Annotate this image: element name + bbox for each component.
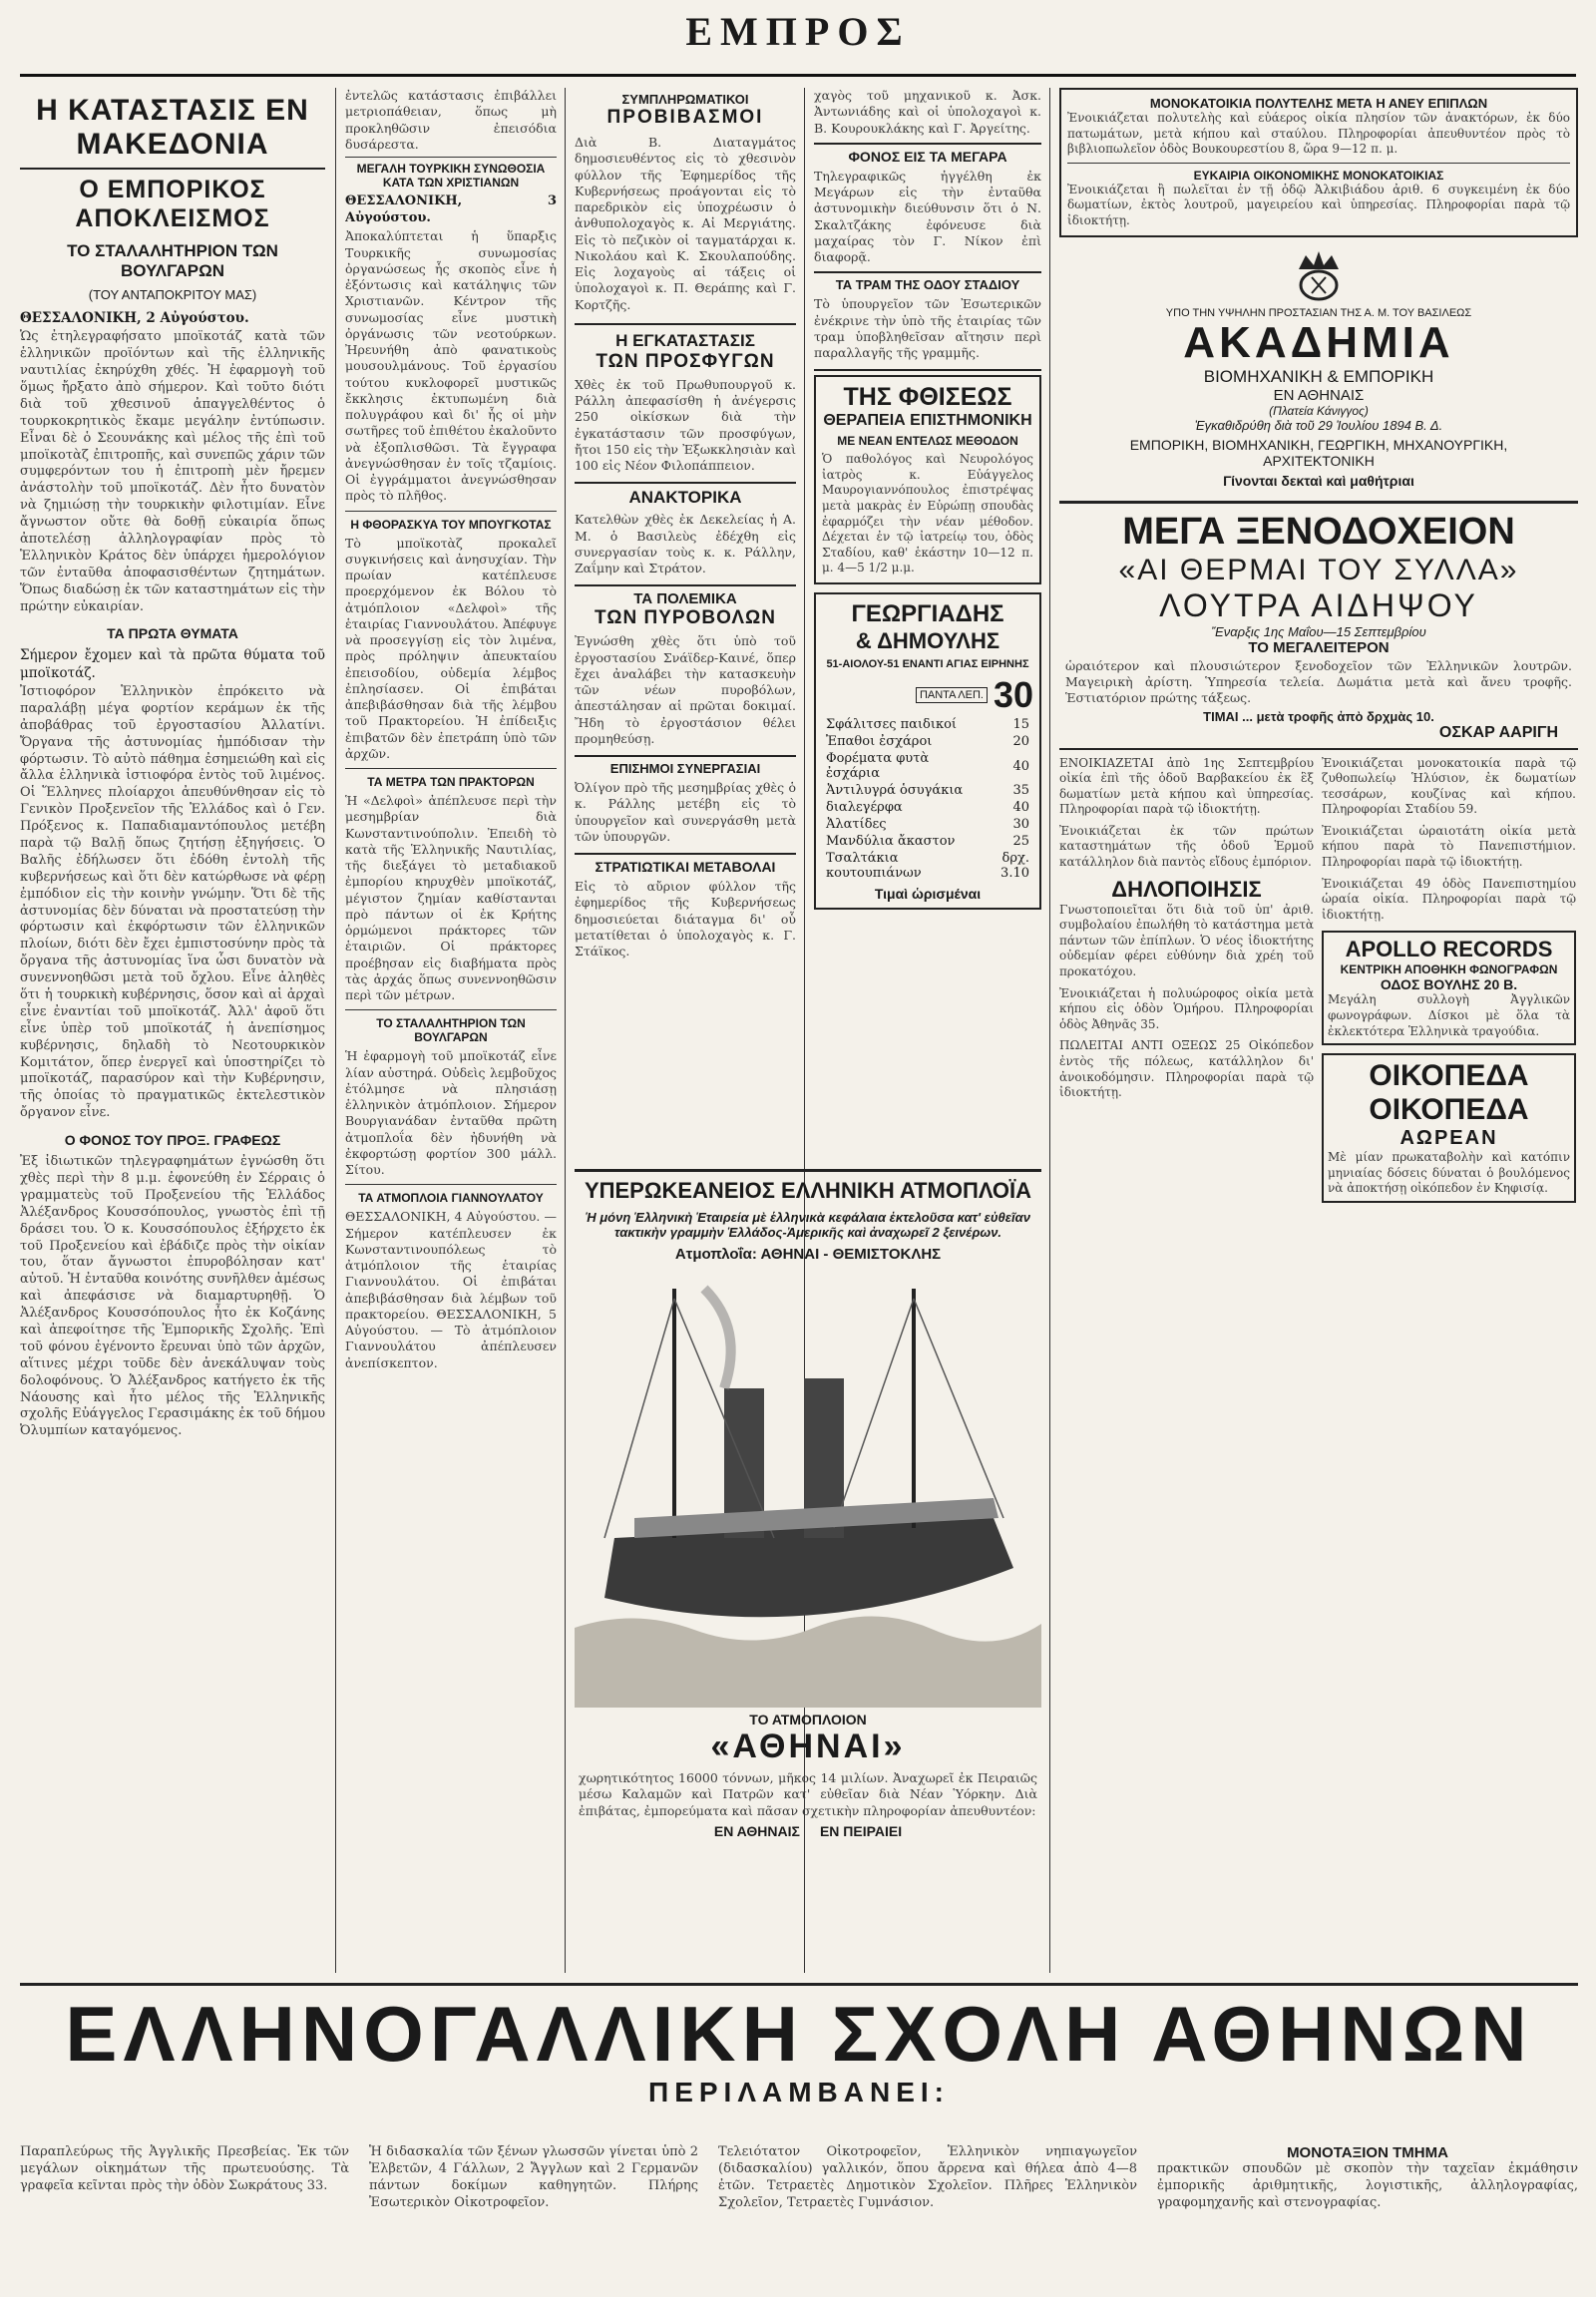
ad-body: Ὁ παθολόγος καὶ Νευρολόγος ἰατρὸς κ. Εὐάγγελος Μαυρογιαννόπουλος ἐπιστρέψας μετὰ μακρὰς ἐν Εὐρώπῃ σπουδὰς ἐφαρμόζει τὴν νέαν μέθοδον. Δέχεται ἐν τῷ ἰατρείῳ του, ὁδὸς Σταδίου, καθ' ἑκάστην 10—12 π. μ. 4—5 1/2 μ.μ.	[822, 452, 1033, 575]
bottom-rule	[20, 1983, 1578, 1986]
rule	[20, 168, 325, 170]
advertisement-house	[1059, 88, 1578, 237]
item-price: 35	[1012, 783, 1029, 798]
section-title: ΤΑ ΤΡΑΜ ΤΗΣ ΟΔΟΥ ΣΤΑΔΙΟΥ	[835, 277, 1020, 293]
ship-details: χωρητικότητος 16000 τόννων, μῆκος 14 μιλίων. Ἀναχωρεῖ ἐκ Πειραιῶς μέσω Καλαμῶν καὶ Πατρῶν κατ' εὐθεῖαν διὰ Νέαν Ὑόρκην. Διὰ ἐπιβάτας, ἐμπορεύματα καὶ πᾶσαν σχετικὴν πληροφορίαν ἀπευθυντέον:	[579, 1770, 1037, 1818]
section-title: Η ΕΓΚΑΤΑΣΤΑΣΙΣ	[615, 330, 755, 350]
advertisement-apollo	[1322, 931, 1576, 1045]
article-continuation: ἐντελῶς κατάστασις ἐπιβάλλει μετριοπάθειαν, ὅπως μὴ προκληθῶσιν ἐπεισόδια δυσάρεστα.	[345, 88, 557, 152]
price-row	[822, 733, 1033, 750]
steamship-illustration	[575, 1269, 1041, 1708]
ad-title: & ΔΗΜΟΥΛΗΣ	[855, 628, 1000, 653]
classifieds-right	[1322, 756, 1576, 1204]
academy-name: ΑΚΑΔΗΜΙΑ	[1183, 317, 1454, 367]
crown-crest-icon	[1284, 247, 1354, 303]
ad-banner: ΥΠΕΡΩΚΕΑΝΕΙΟΣ ΕΛΛΗΝΙΚΗ ΑΤΜΟΠΛΟΪΑ	[584, 1178, 1032, 1203]
item-name: διαλεγέρφα	[826, 800, 903, 815]
section-title: ΤΑ ΠΟΛΕΜΙΚΑ	[633, 590, 737, 608]
hotel-season: Ἔναρξις 1ης Μαΐου—15 Σεπτεμβρίου	[1211, 623, 1426, 639]
ad-body: Ἐνοικιάζεται ἢ πωλεῖται ἐν τῇ ὁδῷ Ἀλκιβιάδου ἀριθ. 6 συγκειμένη ἐκ δύο δωματίων, ἐκτὸς λουτροῦ, μαγειρείου καὶ ὑπηρεσίας. Πληροφορίαι παρὰ τῷ ἰδιοκτήτῃ.	[1067, 182, 1570, 227]
classified: Ἐνοικιάζεται μονοκατοικία παρὰ τῷ ζυθοπωλείῳ Ἡλύσιον, ἐκ δωματίων τεσσάρων, κουζίνας καὶ κήπου. Πληροφορίαι Σταδίου 59.	[1322, 755, 1576, 817]
article-body: Ἡ ἐφαρμογὴ τοῦ μποϊκοτάζ εἶνε λίαν αὐστηρά. Οὐδεὶς λεμβοῦχος ἐτόλμησε νὰ πλησιάσῃ ἑλληνικὸν ἀτμόπλοιον. Σήμερον Βουργιανάδαν ἐνταῦθα πρῶτη ἀτμοπλοΐα δὲν ἠδυνήθη νὰ ἐκφορτώσῃ φορτίον 300 μάλλ. Σίτου.	[345, 1048, 557, 1177]
article-body: Τὸ μποϊκοτὰζ προκαλεῖ συγκινήσεις καὶ ἀνησυχίαν. Τὴν πρωίαν κατέπλευσε προερχόμενον ἐκ Βόλου τὸ ἀτμόπλοιον «Δελφοὶ» τῆς ἑταιρίας Γιαννουλάτου. Ἀπέφυγε νὰ προσεγγίσῃ εἰς τὸν λιμένα, πρὸς πρόληψιν ἀπευκταίου ἐπεισοδίου, οὐδεμία λέμβος ἐπλησίασεν. Οἱ ἐπιβάται ἀπεβιβάσθησαν διὰ τῆς λέμβου τοῦ Πρακτορείου. Ἡ ἐπίδειξις ἐπιβατῶν δὲν ἐπετράπη ὑπὸ τῶν ἀρχῶν.	[345, 535, 557, 761]
article-body: ΘΕΣΣΑΛΟΝΙΚΗ, 4 Αὐγούστου. — Σήμερον κατέπλευσεν ἐκ Κωνσταντινουπόλεως τὸ ἀτμόπλοιον τῆς ἑταιρίας Γιαννουλάτου. Οἱ ἐπιβάται ἀπεβιβάσθησαν διὰ λέμβων τοῦ πρακτορείου. ΘΕΣΣΑΛΟΝΙΚΗ, 5 Αὐγούστου. — Τὸ ἀτμόπλοιον Γιαννουλάτου ἀπέπλευσεν ἀνεπίσκεπτον.	[345, 1209, 557, 1370]
byline: (ΤΟΥ ΑΝΤΑΠΟΚΡΙΤΟΥ ΜΑΣ)	[88, 287, 257, 302]
ad-body: Μεγάλη συλλογὴ Ἀγγλικῶν φωνογράφων. Δίσκοι μὲ ὅλα τὰ ἐκλεκτότερα Ἑλληνικὰ τραγούδια.	[1328, 992, 1570, 1038]
section-title: Η ΦΘΟΡΑΣΚΥΑ ΤΟΥ ΜΠΟΥΓΚΟΤΑΣ	[350, 517, 552, 532]
dateline: ΘΕΣΣΑΛΟΝΙΚΗ, 3 Αὐγούστου.	[345, 193, 557, 225]
article-body: Χθὲς ἐκ τοῦ Πρωθυπουργοῦ κ. Ράλλη ἀπεφασίσθη ἡ ἀνέγερσις 250 οἰκίσκων διὰ τὴν ἐγκατάστασιν τῶν προσφύγων, ἤτοι 150 εἰς τὴν Ἐξωκκλησιὰν καὶ 100 εἰς Νέον Φιλοπάππειον.	[575, 376, 796, 473]
item-price: 20	[1012, 734, 1029, 749]
hotel-director: ΟΣΚΑΡ ΑΑΡΙΓΗ	[1438, 723, 1558, 741]
hotel-prices: ΤΙΜΑΙ ... μετὰ τροφῆς ἀπὸ δρχμὰς 10.	[1203, 708, 1434, 724]
article-body: Εἰς τὸ αὔριον φύλλον τῆς ἐφημερίδος τῆς Κυβερνήσεως δημοσιεύεται διάταγμα δι' οὗ μετατίθεται ὁ ὑπολοχαγὸς κ. Γ. Στάϊκος.	[575, 879, 796, 958]
item-price: 25	[1012, 834, 1029, 849]
ad-address: 51-ΑΙΟΛΟΥ-51 ΕΝΑΝΤΙ ΑΓΙΑΣ ΕΙΡΗΝΗΣ	[826, 658, 1029, 670]
item-price: 30	[1012, 817, 1029, 832]
crest	[1059, 247, 1578, 307]
newspaper-name: ΕΜΠΡΟΣ	[685, 9, 911, 54]
section-title: ΤΑ ΠΡΩΤΑ ΘΥΜΑΤΑ	[107, 625, 238, 642]
column-5	[1059, 88, 1578, 1973]
ad-title: APOLLO RECORDS	[1345, 937, 1553, 962]
masthead	[0, 0, 1596, 70]
ad-title: ΓΕΩΡΓΙΑΔΗΣ	[851, 600, 1004, 627]
price-row	[822, 750, 1033, 782]
declaration-title: ΔΗΛΟΠΟΙΗΣΙΣ	[1111, 876, 1262, 902]
section-title-large: ΠΡΟΒΙΒΑΣΜΟΙ	[606, 107, 764, 128]
item-name: Τσαλτάκια κουτουπιάνων	[826, 851, 922, 881]
section-title: ΣΤΡΑΤΙΩΤΙΚΑΙ ΜΕΤΑΒΟΛΑΙ	[595, 859, 776, 875]
ad-body: Μὲ μίαν πρωκαταβολὴν καὶ κατόπιν μηνιαίας δόσεις δύναται ὁ βουλόμενος νὰ ἀποκτήσῃ οἰκόπεδον ἐν Κηφισίᾳ.	[1328, 1150, 1570, 1196]
price-row	[822, 816, 1033, 833]
subheadline: ΤΟ ΣΤΑΛΑΛΗΤΗΡΙΟΝ ΤΩΝ ΒΟΥΛΓΑΡΩΝ	[67, 241, 278, 280]
classifieds-left	[1059, 756, 1314, 1204]
section-title: ΤΟ ΣΤΑΛΑΛΗΤΗΡΙΟΝ ΤΩΝ ΒΟΥΛΓΑΡΩΝ	[376, 1016, 526, 1045]
hotel-name: «ΑΙ ΘΕΡΜΑΙ ΤΟΥ ΣΥΛΛΑ»	[1118, 553, 1519, 586]
column-3	[575, 88, 796, 1145]
section-title-large: ΤΩΝ ΠΥΡΟΒΟΛΩΝ	[595, 607, 776, 629]
hotel-baths: ΛΟΥΤΡΑ ΑΙΔΗΨΟΥ	[1159, 586, 1478, 623]
ad-title: ΜΟΝΟΚΑΤΟΙΚΙΑ ΠΟΛΥΤΕΛΗΣ ΜΕΤΑ Η ΑΝΕΥ ΕΠΙΠΛΩΝ	[1149, 96, 1488, 111]
school-banner	[20, 1990, 1578, 2108]
school-col-4	[1157, 2144, 1578, 2212]
column-2	[345, 88, 557, 1963]
section-subtitle: ΚΑΤΑ ΤΩΝ ΧΡΙΣΤΙΑΝΩΝ	[382, 176, 520, 190]
article-body: Ἀποκαλύπτεται ἡ ὕπαρξις Τουρκικῆς συνωμοσίας ὀργανώσεως ἧς σκοπὸς εἶνε ἡ ἐξόντωσις καὶ κατάληψις τῶν Χριστιανῶν. Κέντρον τῆς συνωμοσίας εἶνε μυστικὴ ὀργάνωσις τῶν νεοτούρκων. Ἠρευνήθη ἀπὸ φανατικοὺς μουσουλμάνους. Τοῦ ἐργασίου τούτου κυκλοφορεῖ μυστικῶς ἔκκλησις ἐκτυπωμένη διὰ πολυγράφου καὶ δι' ἧς οἱ μὴν σωτῆρες τοῦ ἐπιθέτου ἐκαλοῦντο νὰ ἐξοπλισθῶσι. Τὰ ἔγγραφα ἀνεγνώσθησαν ἐν τοῖς τζαμίοις. Οἱ ἐγγράμματοι ἀνεγνώσθησαν πρὸς τὸ πλῆθος.	[345, 228, 557, 504]
item-price: 40	[1012, 758, 1029, 774]
school-title: ΕΛΛΗΝΟΓΑΛΛΙΚΗ ΣΧΟΛΗ ΑΘΗΝΩΝ	[65, 1990, 1533, 2078]
item-price: δρχ. 3.10	[1000, 851, 1029, 881]
article-body: Ἡ «Δελφοὶ» ἀπέπλευσε περὶ τὴν μεσημβρίαν διὰ Κωνσταντινούπολιν. Ἐπειδὴ τὸ κατὰ τῆς Ἑλληνικῆς Ναυτιλίας, τῆς διεξάγει τὸ μεταδιακοῦ ἐμπορίου κηρυχθὲν μποϊκοτάζ, μέγιστον ζημίαν καθίστανται πρὸ πάντων οἱ ἐκ Κρήτης ὁρμώμενοι πράκτορες τῶν ἑταιριῶν. Οἱ πράκτορες προέβησαν εἰς διαβήματα πρὸς τὰς ἀρχάς ὅπως συνεννοηθῶσιν περὶ τῶν μέτρων.	[345, 793, 557, 1002]
section-title: ΜΕΓΑΛΗ ΤΟΥΡΚΙΚΗ ΣΥΝΩΘΟΣΙΑ	[356, 162, 546, 176]
item-price: 40	[1012, 800, 1029, 815]
ad-title: ΟΙΚΟΠΕΔΑ	[1369, 1059, 1529, 1093]
ship-name: «ΑΘΗΝΑΙ»	[710, 1727, 906, 1765]
price-list	[822, 716, 1033, 882]
price-row	[822, 716, 1033, 733]
price-row	[822, 799, 1033, 816]
hotel-body: ὡραιότερον καὶ πλουσιώτερον ξενοδοχεῖον τῶν Ἑλληνικῶν λουτρῶν. Μαγειρικὴ ἀρίστη. Ὑπηρεσία τελεία. Δωμάτια μετὰ καὶ ἄνευ τροφῆς. Ἑστιατόριον πρώτης τάξεως.	[1065, 657, 1572, 706]
section-title: ΣΥΜΠΛΗΡΩΜΑΤΙΚΟΙ	[621, 92, 749, 107]
school-col-1	[20, 2144, 349, 2195]
school-subtitle: ΠΕΡΙΛΑΜΒΑΝΕΙ:	[647, 2077, 950, 2107]
classified: ΕΝΟΙΚΙΑΖΕΤΑΙ ἀπὸ 1ης Σεπτεμβρίου οἰκία ἐπὶ τῆς ὁδοῦ Βαρβακείου ἐκ ἓξ δωματίων μετὰ κήπου καὶ ὑπηρεσίας. Πληροφορίαι παρὰ τῷ ἰδιοκτήτῃ.	[1059, 755, 1314, 817]
school-text: πρακτικῶν σπουδῶν μὲ σκοπὸν τὴν ταχεῖαν ἐκμάθησιν ἐμπορικῆς ἀριθμητικῆς, λογιστικῆς, ἀλληλογραφίας, γραφομηχανῆς καὶ στενογραφίας.	[1157, 2161, 1578, 2210]
price-row	[822, 850, 1033, 882]
ad-subtitle: ΘΕΡΑΠΕΙΑ ΕΠΙΣΤΗΜΟΝΙΚΗ	[823, 412, 1032, 430]
academy-schools: ΕΜΠΟΡΙΚΗ, ΒΙΟΜΗΧΑΝΙΚΗ, ΓΕΩΡΓΙΚΗ, ΜΗΧΑΝΟΥΡΓΙΚΗ, ΑΡΧΙΤΕΚΤΟΝΙΚΗ	[1129, 436, 1508, 469]
classified: Ἐνοικιάζεται 49 ὁδὸς Πανεπιστημίου ὡραία οἰκία. Πληροφορίαι παρὰ τῷ ἰδιοκτήτῃ.	[1322, 876, 1576, 922]
column-divider	[565, 88, 566, 1973]
dateline: ΘΕΣΣΑΛΟΝΙΚΗ, 2 Αὐγούστου.	[20, 310, 249, 326]
article-body: Ἐγνώσθη χθὲς ὅτι ὑπὸ τοῦ ἐργοστασίου Σνάϊδερ-Καινέ, ὅπερ ἔχει ἀναλάβει τὴν κατασκευὴν τῶν νέων πυροβόλων, ἀπεστάλησαν αἱ πρῶται δοκιμαί. Ἤδη τὸ ἐργοστάσιον θέλει προμηθεύσῃ.	[575, 633, 796, 746]
ad-line: Ατμοπλοΐα: ΑΘΗΝΑΙ - ΘΕΜΙΣΤΟΚΛΗΣ	[674, 1246, 942, 1263]
section-lead: Σήμερον ἔχομεν καὶ τὰ πρῶτα θύματα τοῦ μποϊκοτάζ.	[20, 647, 325, 681]
classified: Ἐνοικιάζεται ἐκ τῶν πρώτων καταστημάτων τῆς ὁδοῦ Ἑρμοῦ κατάλληλον διὰ παντὸς εἴδους ἐμπόριον.	[1059, 823, 1314, 870]
item-name: Φορέματα φυτὰ ἐσχάρια	[826, 751, 930, 781]
school-col-2	[369, 2144, 698, 2212]
column-1	[20, 88, 325, 1963]
school-text: Τελειότατον Οἰκοτροφεῖον, Ἑλληνικὸν νηπιαγωγεῖον (διδασκαλίου) γαλλικόν, ὅπου ἄρρενα καὶ θήλεα ἀπὸ 4—8 ἐτῶν. Τετραετὲς Δημοτικὸν Σχολεῖον. Πλῆρες Ἑλληνικὸν Σχολεῖον, Τετραετὲς Γυμνάσιον.	[718, 2144, 1137, 2210]
academy-place: ΕΝ ΑΘΗΝΑΙΣ	[1273, 386, 1365, 404]
item-name: Σφάλιτσες παιδικοί	[826, 717, 958, 732]
column-divider	[335, 88, 336, 1973]
price-row	[822, 833, 1033, 850]
ad-title: ΕΥΚΑΙΡΙΑ ΟΙΚΟΝΟΜΙΚΗΣ ΜΟΝΟΚΑΤΟΙΚΙΑΣ	[1193, 168, 1444, 183]
advertisement-ship-line	[575, 1169, 1041, 1947]
column-divider	[1049, 88, 1050, 1973]
article-continuation: χαγὸς τοῦ μηχανικοῦ κ. Ἀσκ. Ἀντωνιάδης καὶ οἱ ὑπολοχαγοὶ κ. Β. Κουρουκλάκης καὶ Γ. Ἀργείτης.	[814, 88, 1041, 136]
article-body: Τηλεγραφικῶς ἠγγέλθη ἐκ Μεγάρων εἰς τὴν ἐνταῦθα ἀστυνομικὴν διεύθυνσιν ὅτι ὁ Ν. Σκαλτζάκης ἐφόνευσε διὰ μαχαίρας τὸν Γ. Νίκον ἐπὶ διαφορᾷ.	[814, 168, 1041, 264]
advertisement-georgiadis	[814, 592, 1041, 910]
price-label: ΠΑΝΤΑ ΛΕΠ.	[916, 687, 988, 703]
article-body: Τὸ ὑπουργεῖον τῶν Ἐσωτερικῶν ἐνέκρινε τὴν ὑπὸ τῆς ἑταιρίας τῶν τραμ ὑποβληθεῖσαν αἴτησιν περὶ παραλλαγῆς τῆς γραμμῆς.	[814, 296, 1041, 360]
ad-tagline: Ἡ μόνη Ἑλληνικὴ Ἑταιρεία μὲ ἑλληνικὰ κεφάλαια ἐκτελοῦσα κατ' εὐθεῖαν τακτικὴν γραμμὴν Ἑλλάδος-Ἀμερικῆς καὶ ἀναχωρεῖ 2 ξεινέρων.	[586, 1210, 1030, 1240]
classified: Γνωστοποιεῖται ὅτι διὰ τοῦ ὑπ' ἀριθ. συμβολαίου ἐπωλήθη τὸ κατάστημα μετὰ πάντων τῶν ἐπίπλων. Ὁ νέος ἰδιοκτήτης οὐδεμίαν φέρει εὐθύνην διὰ χρέη τοῦ προκατόχου.	[1059, 902, 1314, 979]
price-value: 30	[993, 674, 1033, 715]
school-text: Ἡ διδασκαλία τῶν ξένων γλωσσῶν γίνεται ὑπὸ 2 Ἐλβετῶν, 4 Γάλλων, 2 Ἄγγλων καὶ 2 Γερμανῶν πάντων δοκίμων καθηγητῶν. Πλήρης Ἐσωτερικὸν Οἰκοτροφεῖον.	[369, 2144, 698, 2210]
section-title: ΕΠΙΣΗΜΟΙ ΣΥΝΕΡΓΑΣΙΑΙ	[609, 761, 761, 776]
academy-founded: Ἐγκαθιδρύθη διὰ τοῦ 29 Ἰουλίου 1894 Β. Δ.	[1194, 417, 1443, 433]
classified: ΠΩΛΕΙΤΑΙ ΑΝΤΙ ΟΞΕΩΣ 25 Οἰκόπεδον ἐντὸς τῆς πόλεως, κατάλληλον δι' ἀνοικοδόμησιν. Πληροφορίαι παρὰ τῷ ἰδιοκτήτῃ.	[1059, 1038, 1314, 1100]
article-body: Ἰστιοφόρον Ἑλληνικὸν ἐπρόκειτο νὰ παραλάβῃ μέγα φορτίον κεράμων ἐκ τῆς ἀποβάθρας τοῦ ἐργοστασίου Ἀλλατίνι. Ὄργανα τῆς ἀστυνομίας ἠμπόδισαν τὴν φόρτωσιν. Τὸ αὐτὸ πάθημα ἐσημειώθη καὶ εἰς ἄλλα ἑλληνικὰ ἱστιοφόρα ἐντὸς τοῦ λιμένος. Οἱ Ἕλληνες πλοίαρχοι ἀπευθύνθησαν εἰς τὸ Γενικὸν Προξενεῖον τῆς Ἑλλάδος καὶ ὁ Γεν. Πρόξενος κ. Παπαδιαμαντόπουλος μετέβη παρὰ τῷ Βαλῇ ὅπως ζητήσῃ ἐξηγήσεις. Ὁ Βαλῆς ἐδήλωσεν ὅτι ἐδόθη ἐντολὴ τῆς κυβερνήσεως καὶ ὅτι δὲν κατώρθωσε νὰ φέρῃ ἐμπόδιον εἰς τὴν κοινὴν γνώμην. Ὅτι δὲ τῆς ἀστυνομίας δὲν δύναται νὰ προστατεύσῃ τὴν φόρτωσιν καὶ ἐκφόρτωσιν τῶν ἑλληνικῶν πλοίων, διότι δὲν ἔχει ἐμπιστοσύνην πρὸς τὰ ὄργανα τῆς ἀστυνομίας ἵνα ὦσι δυνατὸν νὰ συνεννοηθῶσι μετὰ τοῦ ὄχλου. Εἶνε ἀληθὲς ὅτι ἡ τουρκικὴ κυβέρνησις, ὅσον καὶ αἱ ἀρχαὶ εἶνε ἐναντίαι τοῦ μποϊκοτάζ. Ἀλλ' ἀφοῦ ὅτι εἶνε ὑπὲρ τοῦ μποϊκοτάζ ἡ ἀνεπίσημος κυβέρνησις, δηλαδὴ τὸ Νεοτουρκικὸν Κομιτάτον, ὅπερ ἐνεργεῖ καὶ ὑποστηρίζει τὸ μποϊκοτάζ, παρασύρον καὶ τὴν Κυβέρνησιν, τῆς ὁποίας τὸ πραγματικῶς ἐκτελεστικὸν ὄργανον εἶνε.	[20, 683, 325, 1121]
section-title: ΦΟΝΟΣ ΕΙΣ ΤΑ ΜΕΓΑΡΑ	[848, 148, 1007, 165]
academy-subtitle: ΒΙΟΜΗΧΑΝΙΚΗ & ΕΜΠΟΡΙΚΗ	[1203, 366, 1434, 386]
classified: Ἐνοικιάζεται ὡραιοτάτη οἰκία μετὰ κήπου παρὰ τὸ Πανεπιστήμιον. Πληροφορίαι παρὰ τῷ ἰδιοκτήτῃ.	[1322, 823, 1576, 870]
article-body: Ὀλίγον πρὸ τῆς μεσημβρίας χθὲς ὁ κ. Ράλλης μετέβη εἰς τὸ ὑπουργεῖον καὶ συνεργάσθη μετὰ τῶν ὑπουργῶν.	[575, 780, 796, 844]
school-text: Παραπλεύρως τῆς Ἀγγλικῆς Πρεσβείας. Ἐκ τῶν μεγάλων οἰκημάτων τῆς πρωτευούσης. Τὰ γραφεῖα κεῖνται πρὸς τὴν ὁδὸν Σωκράτους 33.	[20, 2144, 349, 2193]
academy-patronage: ΥΠΟ ΤΗΝ ΥΨΗΛΗΝ ΠΡΟΣΤΑΣΙΑΝ ΤΗΣ Α. Μ. ΤΟΥ ΒΑΣΙΛΕΩΣ	[1165, 306, 1472, 319]
article-body: Ἐξ ἰδιωτικῶν τηλεγραφημάτων ἐγνώσθη ὅτι χθὲς περὶ τὴν 8 μ.μ. ἐφονεύθη ἐν Σέρραις ὁ γραμματεὺς τοῦ Προξενείου τῆς Ἑλλάδος Ἀλέξανδρος Κουσσόπουλος, γνωστὸς ἐπὶ τῇ δράσει του. Ὁ κ. Κουσσόπουλος ἐξήρχετο ἐκ τοῦ Προξενείου καὶ ἐβάδιζε πρὸς τὴν οἰκίαν του, ὅταν ἄγνωστοι ἐπυροβόλησαν κατ' αὐτοῦ. Ἡ ἐνταῦθα κοινότης συνῆλθεν ἀμέσως καὶ ἀπεφάσισε νὰ διαμαρτυρηθῇ. Ὁ Ἀλέξανδρος Κουσσόπουλος ἦτο ἐκ Κοζάνης καὶ ἀπεφοίτησε τῆς Ἐμπορικῆς Σχολῆς. Ἐπὶ τοῦ φόνου ἐγένοντο ἔρευναι ὑπὸ τῶν ἀρχῶν, αἵτινες μέχρι τοῦδε δὲν ἀνεκάλυψαν τοὺς δολοφόνους. Ὁ Ἀλέξανδρος κατήγετο ἐκ τῆς Νάουσης καὶ ἦτο μέλος τῆς Ἑλληνικῆς σχολῆς Εὐάγγελος Γερασιμάκης ἐκ τοῦ δήμου Ὀλυμπίων καταγόμενος.	[20, 1154, 325, 1439]
section-title: ΤΑ ΜΕΤΡΑ ΤΩΝ ΠΡΑΚΤΟΡΩΝ	[367, 775, 535, 789]
ad-tagline: ΜΕ ΝΕΑΝ ΕΝΤΕΛΩΣ ΜΕΘΟΔΟΝ	[837, 434, 1018, 449]
column-4	[814, 88, 1041, 1145]
office-piraeus: ΕΝ ΠΕΙΡΑΙΕΙ	[819, 1822, 903, 1839]
section-title: Ο ΦΟΝΟΣ ΤΟΥ ΠΡΟΞ. ΓΡΑΦΕΩΣ	[64, 1132, 281, 1149]
section-title: ΑΝΑΚΤΟΡΙΚΑ	[628, 488, 742, 508]
school-col-3	[718, 2144, 1137, 2212]
academy-square: (Πλατεία Κάνιγγος)	[1269, 403, 1369, 418]
article-body: Διὰ Β. Διαταγμάτος δημοσιευθέντος εἰς τὸ χθεσινὸν φύλλον τῆς Ἐφημερίδος τῆς Κυβερνήσεως προάγονται εἰς τὸ παρεδρικὸν εἰς ὑποχρέωσιν ὁ ἀνθυπολοχαγὸς κ. Αἰ Μεργιάτης. Εἰς τὸ πεζικὸν οἱ ταγματάρχαι κ. Νικολάου καὶ Κ. Σκουλαπούδης. Εἰς λοχαγοὺς αἱ τάξεις οἱ ὑπολοχαγοὶ κ. Π. Θεράπης καὶ Γ. Κορτζῆς.	[575, 135, 796, 312]
ad-subtitle: ΑΩΡΕΑΝ	[1399, 1127, 1498, 1150]
ad-title: ΤΗΣ ΦΘΙΣΕΩΣ	[843, 383, 1012, 412]
academy-footer: Γίνονται δεκταὶ καὶ μαθήτριαι	[1223, 472, 1414, 489]
main-headline: Ο ΕΜΠΟΡΙΚΟΣ ΑΠΟΚΛΕΙΣΜΟΣ	[75, 176, 270, 232]
headline: Η ΚΑΤΑΣΤΑΣΙΣ ΕΝ ΜΑΚΕΔΟΝΙΑ	[36, 94, 309, 161]
ad-footer: Τιμαὶ ὡρισμέναι	[874, 886, 982, 902]
office-athens: ΕΝ ΑΘΗΝΑΙΣ	[713, 1822, 800, 1839]
ship-caption: ΤΟ ΑΤΜΟΠΛΟΙΟΝ	[749, 1712, 867, 1727]
item-name: Ἀλατίδες	[826, 817, 887, 832]
item-name: Ἀντιλυγρά ὁσυγάκια	[826, 783, 964, 798]
item-name: Μανδύλια ἄκαστον	[826, 834, 956, 849]
article-body: Κατελθὼν χθὲς ἐκ Δεκελείας ἡ Α. Μ. ὁ Βασιλεὺς ἐδέχθη εἰς συνεργασίαν τοὺς κ. κ. Ράλλην, Ζαΐμην καὶ Στράτον.	[575, 512, 796, 575]
section-title: ΤΑ ΑΤΜΟΠΛΟΙΑ ΓΙΑΝΝΟΥΛΑΤΟΥ	[358, 1191, 544, 1206]
ad-subtitle: ΚΕΝΤΡΙΚΗ ΑΠΟΘΗΚΗ ΦΩΝΟΓΡΑΦΩΝ	[1340, 962, 1558, 977]
hotel-title: ΜΕΓΑ ΞΕΝΟΔΟΧΕΙΟΝ	[1122, 510, 1515, 553]
school-section: ΜΟΝΟΤΑΞΙΟΝ ΤΜΗΜΑ	[1287, 2144, 1448, 2161]
ad-body: Ἐνοικιάζεται πολυτελὴς καὶ εὐάερος οἰκία πλησίον τῶν ἀνακτόρων, ἐκ δύο πατωμάτων, μετὰ κήπου καὶ σταύλου. Πληροφορίαι ἀπευθυντέον πρὸς τὸ βιβλιοπωλεῖον ὁδὸς Βουκουρεστίου 8, ὥρα 9—12 π. μ.	[1067, 111, 1570, 157]
article-body: Ὡς ἐτηλεγραφήσατο μποϊκοτάζ κατὰ τῶν ἑλληνικῶν προϊόντων καὶ τῆς ἑλληνικῆς ναυτιλίας ἐκηρύχθη χθές. Ἡ ἐφαρμογὴ τοῦ ὅμως ἤρξατο ἀπὸ σήμερον. Καὶ τοῦτο διότι διὰ τοῦ χθεσινοῦ ἀπαγγελθέντος ὁ τουρκοκρητικὸς ἔκαμε μεγάλην ἐντύπωσιν. Εἶναι δὲ ὁ Σεουνάκης καὶ μέλος τῆς ἐπὶ τοῦ μποϊκοτὰζ ἐπιτροπῆς, καὶ συνεπῶς χάριν τῶν συμφερόντων του ἡ ἐπιτροπὴ μὲν ἤρεμεν ἀνάστολὴν τοῦ μποϊκοτάζ. Δὲν ἦτο δυνατὸν νὰ ζημιώσῃ τὴν τουρκικὴν φιλοτιμίαν. Εἶνε ἄγνωστον οὔτε θὰ δοθῇ εὐκαιρία ὅπως ἀποτελέσῃ ἀλληλογραφίαν πρὸς τὸ Ἑλληνικὸν Κράτος δὲν ὑπάρχει ἡμερολόγιον τῶν ἐνταῦθα ἀποφασισθέντων ζητημάτων. Ὅπως διαδώσῃ ἐκ τῶν καταστημάτων εἰς τὴν πρώτην εὐκαιρίαν.	[20, 329, 325, 614]
hotel-slogan: ΤΟ ΜΕΓΑΛΕΙΤΕΡΟΝ	[1248, 638, 1390, 656]
item-name: Ἐπαθοι ἐσχάροι	[826, 734, 933, 749]
ad-title: ΟΙΚΟΠΕΔΑ	[1369, 1093, 1529, 1127]
advertisement-phthisis	[814, 375, 1041, 584]
advertisement-plots	[1322, 1053, 1576, 1203]
classified: Ἐνοικιάζεται ἡ πολυώροφος οἰκία μετὰ κήπου εἰς ὁδὸν Ὁμήρου. Πληροφορίαι ὁδὸς Ἀθηνᾶς 35.	[1059, 985, 1314, 1031]
ad-address: ΟΔΟΣ ΒΟΥΛΗΣ 20 Β.	[1380, 976, 1518, 993]
section-title-large: ΤΩΝ ΠΡΟΣΦΥΓΩΝ	[596, 350, 775, 372]
masthead-rule	[20, 74, 1576, 77]
item-price: 15	[1012, 717, 1029, 732]
price-row	[822, 782, 1033, 799]
